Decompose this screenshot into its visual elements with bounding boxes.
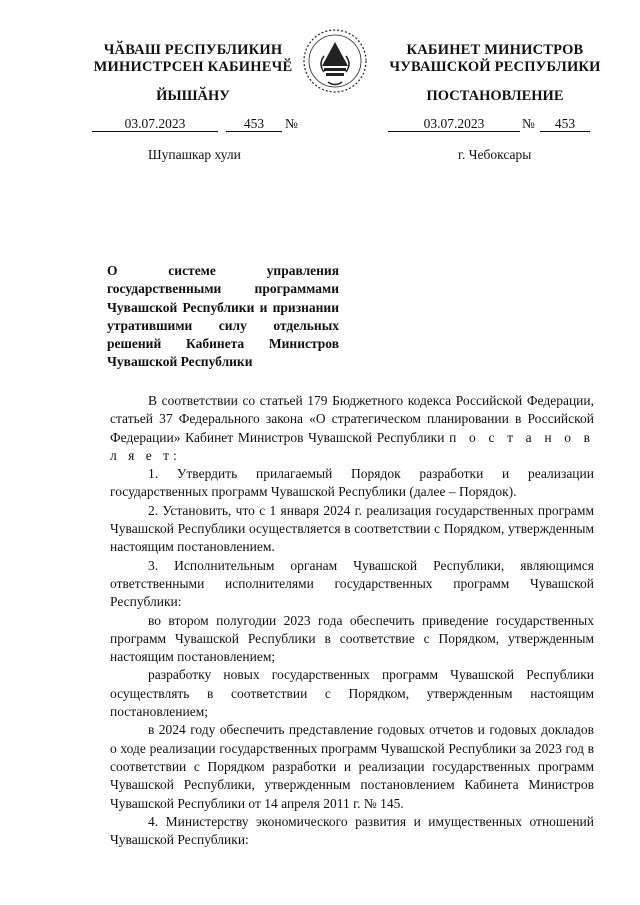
chuvash-coat-of-arms-icon [300,26,370,96]
right-place: г. Чебоксары [458,147,532,162]
left-number-sign: № [285,116,298,131]
body-intro-text: В соответствии со статьей 179 Бюджетного кодекса Российской Федерации, статьей 37 Федерального закона «О стратегическом планировании в Российской Федерации» Кабинет Министров Чувашской Республики [110,393,594,445]
body-paragraph-3a: во втором полугодии 2023 года обеспечить приведение государственных программ Чувашской Республики в соответствие с Порядком, утвержденным настоящим постановлением; [110,612,594,665]
body-paragraph-3b: разработку новых государственных программ Чувашской Республики осуществлять в соответствии с Порядком, утвержденным настоящим постановлением; [110,667,594,720]
header-left-line2: МИНИСТРСЕН КАБИНЕЧӖ [93,59,293,75]
body-paragraph-4: 4. Министерству экономического развития и имущественных отношений Чувашской Республики: [110,813,594,848]
header-left-doc-type: ЙЫШӐНУ [156,88,230,104]
body-intro-decree: п о с т а н о в л я е т: [110,429,594,463]
left-place: Шупашкар хули [148,147,241,162]
header-right-line2: ЧУВАШСКОЙ РЕСПУБЛИКИ [389,59,601,75]
header-right [380,42,610,76]
header-right-doc-type: ПОСТАНОВЛЕНИЕ [426,88,564,104]
body-paragraph-1: 1. Утвердить прилагаемый Порядок разработки и реализации государственных программ Чувашской Республики (далее – Порядок). [110,466,594,500]
header-left-line1: ЧӐВАШ РЕСПУБЛИКИН [103,42,283,58]
left-number: 453 [243,116,265,131]
header-right-line1: КАБИНЕТ МИНИСТРОВ [406,42,584,58]
body-paragraph-2: 2. Установить, что с 1 января 2024 г. реализация государственных программ Чувашской Республики осуществляется в соответствии с Порядком, утвержденным настоящим постановлением. [110,502,594,555]
document-subject: О системе управления государственными программами Чувашской Республики и признании утратившими силу отдельных решений Кабинета Министров Чувашской Республики [107,263,339,370]
document-body [110,392,594,849]
body-paragraph-3: 3. Исполнительным органам Чувашской Республики, являющимся ответственными исполнителями государственных программ Чувашской Республики: [110,557,594,610]
header-left [78,42,308,76]
left-date: 03.07.2023 [124,116,186,131]
right-number-sign: № [522,116,535,131]
right-number: 453 [554,116,576,131]
right-date: 03.07.2023 [423,116,485,131]
body-intro [110,392,594,465]
body-paragraph-3c: в 2024 году обеспечить представление годовых отчетов и годовых докладов о ходе реализации государственных программ Чувашской Республики за 2023 год в соответствии с Порядком разработки и реализации государственных программ Чувашской Республики, утвержденным постановлением Кабинета Министров Чувашской Республики от 14 апреля 2011 г. № 145. [110,722,594,811]
